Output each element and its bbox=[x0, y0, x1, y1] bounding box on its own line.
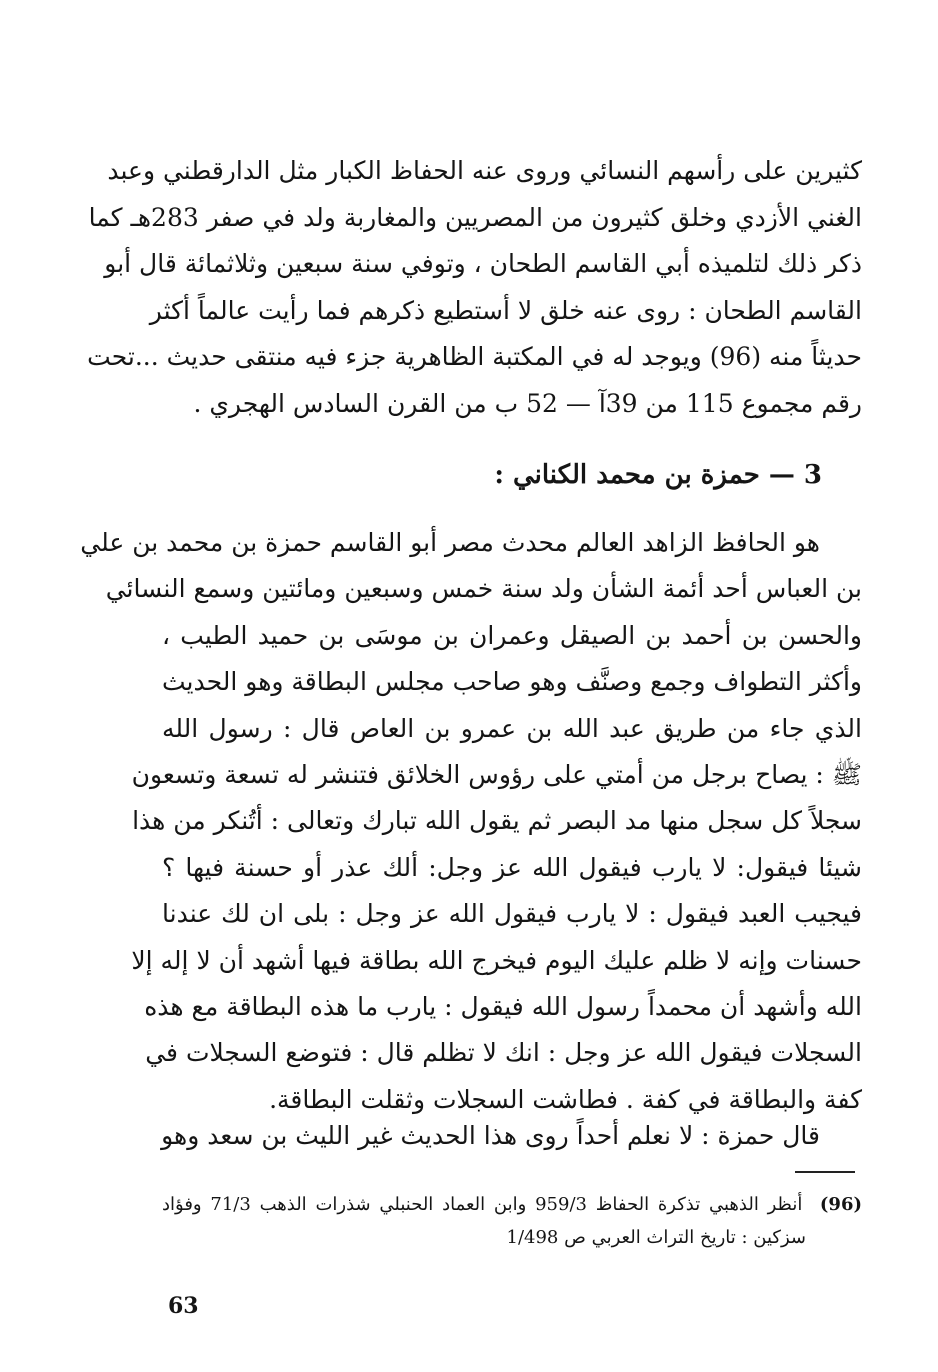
paragraph-3-line: قال حمزة : لا نعلم أحداً روى هذا الحديث غير الليث بن سعد وهو bbox=[161, 1121, 820, 1150]
paragraph-2-line: فيجيب العبد فيقول : لا يارب فيقول الله عز وجل : بلى ان لك عندنا bbox=[162, 899, 862, 929]
paragraph-1-line: ذكر ذلك لتلميذه أبي القاسم الطحان ، وتوفي سنة سبعين وثلاثمائة قال أبو bbox=[104, 249, 862, 278]
paragraph-2-line: والحسن بن أحمد بن الصيقل وعمران بن موسَى بن حميد الطيب ، bbox=[162, 620, 862, 650]
paragraph-2-line: ﷺ : يصاح برجل من أمتي على رؤوس الخلائق فتنشر له تسعة وتسعون bbox=[131, 759, 862, 789]
paragraph-1 bbox=[87, 148, 862, 427]
page-number: 63 bbox=[168, 1293, 199, 1319]
paragraph-3 bbox=[162, 1113, 862, 1160]
paragraph-2-line: شيئا فيقول: لا يارب فيقول الله عز وجل: ألك عذر أو حسنة فيها ؟ bbox=[162, 852, 862, 882]
footnote-line-2: سزكين : تاريخ التراث العربي ص 1/498 bbox=[506, 1227, 806, 1248]
paragraph-2-line: السجلات فيقول الله عز وجل : انك لا تظلم قال : فتوضع السجلات في bbox=[145, 1038, 862, 1068]
paragraph-2-line: وأكثر التطواف وجمع وصنَّف وهو صاحب مجلس البطاقة وهو الحديث bbox=[162, 667, 862, 697]
paragraph-2-line: الذي جاء من طريق عبد الله بن عمرو بن العاص قال : رسول الله bbox=[162, 713, 862, 743]
paragraph-2-line: كفة والبطاقة في كفة . فطاشت السجلات وثقلت البطاقة. bbox=[269, 1084, 862, 1114]
paragraph-1-line: رقم مجموع 115 من 39آ — 52 ب من القرن السادس الهجري . bbox=[193, 388, 862, 418]
footnote-text-1: أنظر الذهبي تذكرة الحفاظ 959/3 وابن العماد الحنبلي شذرات الذهب 71/3 وفؤاد bbox=[162, 1194, 803, 1215]
paragraph-2-line: بن العباس أحد أئمة الشأن ولد سنة خمس وسبعين ومائتين وسمع النسائي bbox=[105, 574, 862, 604]
paragraph-1-line: القاسم الطحان : روى عنه خلق لا أستطيع ذكرهم فما رأيت عالماً أكثر bbox=[149, 295, 862, 325]
paragraph-2-line: هو الحافظ الزاهد العالم محدث مصر أبو القاسم حمزة بن محمد بن علي bbox=[80, 528, 820, 557]
footnote bbox=[162, 1188, 862, 1254]
footnote-line-1 bbox=[162, 1188, 862, 1221]
paragraph-2-line: حسنات وإنه لا ظلم عليك اليوم فيخرج الله بطاقة فيها أشهد أن لا إله إلا bbox=[131, 945, 862, 975]
paragraph-2-line: سجلاً كل سجل منها مد البصر ثم يقول الله تبارك وتعالى : أتُنكر من هذا bbox=[132, 806, 862, 836]
paragraph-1-line: حديثاً منه (96) ويوجد له في المكتبة الظاهرية جزء فيه منتقى حديث ...تحت bbox=[87, 342, 862, 371]
section-heading: 3 — حمزة بن محمد الكناني : bbox=[494, 460, 822, 490]
paragraph-2-line: الله وأشهد أن محمداً رسول الله فيقول : يارب ما هذه البطاقة مع هذه bbox=[144, 991, 862, 1021]
footnote-divider bbox=[795, 1171, 855, 1173]
paragraph-1-line: الغني الأزدي وخلق كثيرون من المصريين والمغاربة ولد في صفر 283هـ كما bbox=[88, 202, 862, 232]
paragraph-2 bbox=[80, 520, 862, 1123]
paragraph-1-line: كثيرين على رأسهم النسائي وروى عنه الحفاظ الكبار مثل الدارقطني وعبد bbox=[107, 156, 862, 185]
footnote-number: (96) bbox=[819, 1194, 863, 1215]
